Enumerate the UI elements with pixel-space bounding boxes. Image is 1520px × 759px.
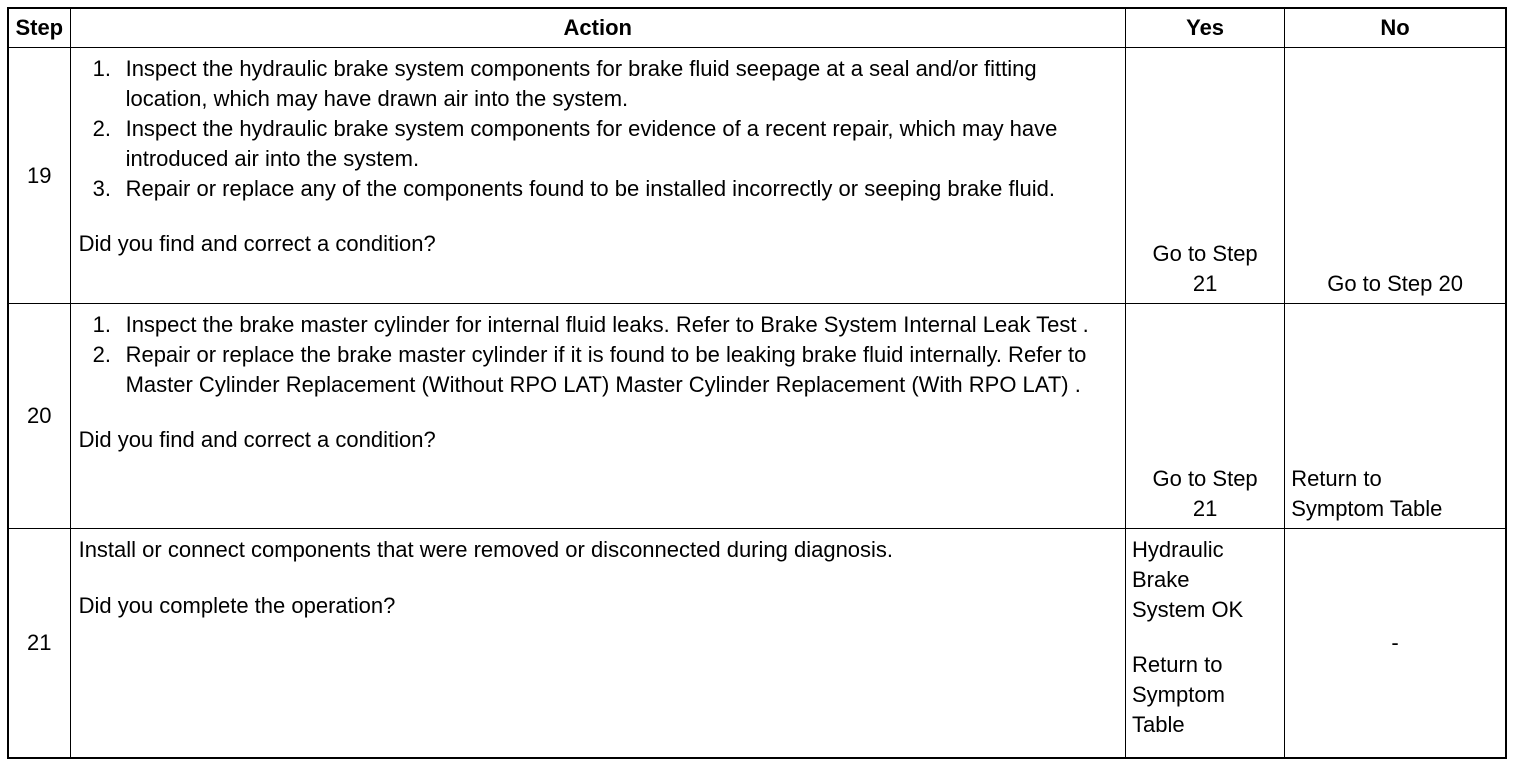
no-link: Go to Step 20 xyxy=(1327,271,1463,296)
table-row-step-19 xyxy=(8,48,1506,304)
list-item-number: 2. xyxy=(92,116,111,141)
action-cell xyxy=(70,304,1125,529)
table-row-step-20 xyxy=(8,304,1506,529)
yes-link-line1: Go to Step xyxy=(1152,466,1258,491)
list-item xyxy=(79,114,1117,174)
no-link-line1: Return to xyxy=(1291,466,1382,491)
header-yes: Yes xyxy=(1125,8,1284,48)
yes-link-line2: 21 xyxy=(1192,496,1218,521)
action-cell xyxy=(70,529,1125,759)
header-row xyxy=(8,8,1506,48)
list-item-number: 3. xyxy=(92,176,111,201)
question-text: Did you find and correct a condition? xyxy=(78,427,436,452)
list-item-text: Inspect the brake master cylinder for internal fluid leaks. Refer to Brake System Internal Leak Test . xyxy=(125,312,1089,337)
instruction-text: Install or connect components that were removed or disconnected during diagnosis. xyxy=(78,537,894,562)
diagnostic-table xyxy=(7,7,1507,759)
step-number: 19 xyxy=(8,48,70,304)
list-item-text: Repair or replace the brake master cylinder if it is found to be leaking brake fluid internally. Refer to Master Cylinder Replacement (Without RPO LAT) Master Cylinder Replacement (With RPO LAT) . xyxy=(125,342,1087,397)
yes-result-ok xyxy=(1132,535,1278,625)
question-text: Did you find and correct a condition? xyxy=(78,231,436,256)
yes-result-return xyxy=(1132,650,1278,740)
no-link-line2: Symptom Table xyxy=(1291,496,1443,521)
no-dash: - xyxy=(1391,630,1399,655)
step-number: 20 xyxy=(8,304,70,529)
no-cell xyxy=(1285,48,1506,304)
question-text: Did you complete the operation? xyxy=(78,593,396,618)
yes-result-ok-line2: Brake xyxy=(1131,567,1190,592)
yes-result-ok-line1: Hydraulic xyxy=(1131,537,1224,562)
list-item xyxy=(79,54,1117,114)
no-cell xyxy=(1285,529,1506,759)
list-item xyxy=(79,174,1117,204)
step-number: 21 xyxy=(8,529,70,759)
yes-link-line1: Go to Step xyxy=(1152,241,1258,266)
header-step: Step xyxy=(8,8,70,48)
action-list xyxy=(79,54,1117,204)
action-cell xyxy=(70,48,1125,304)
yes-result-return-line3: Table xyxy=(1131,712,1185,737)
list-item-number: 1. xyxy=(92,56,111,81)
table-row-step-21 xyxy=(8,529,1506,759)
yes-cell xyxy=(1125,304,1284,529)
list-item-text: Inspect the hydraulic brake system components for brake fluid seepage at a seal and/or fitting location, which may have drawn air into the system. xyxy=(125,56,1037,111)
list-item-text: Repair or replace any of the components found to be installed incorrectly or seeping brake fluid. xyxy=(125,176,1056,201)
header-action: Action xyxy=(70,8,1125,48)
list-item-number: 1. xyxy=(92,312,111,337)
list-item-number: 2. xyxy=(92,342,111,367)
action-list xyxy=(79,310,1117,400)
list-item xyxy=(79,340,1117,400)
yes-result-return-line1: Return to xyxy=(1131,652,1223,677)
yes-result-return-line2: Symptom xyxy=(1131,682,1225,707)
no-cell xyxy=(1285,304,1506,529)
yes-cell xyxy=(1125,529,1284,759)
list-item-text: Inspect the hydraulic brake system components for evidence of a recent repair, which may have introduced air into the system. xyxy=(125,116,1058,171)
yes-link-line2: 21 xyxy=(1192,271,1218,296)
list-item xyxy=(79,310,1117,340)
yes-cell xyxy=(1125,48,1284,304)
header-no: No xyxy=(1285,8,1506,48)
yes-result-ok-line3: System OK xyxy=(1131,597,1244,622)
